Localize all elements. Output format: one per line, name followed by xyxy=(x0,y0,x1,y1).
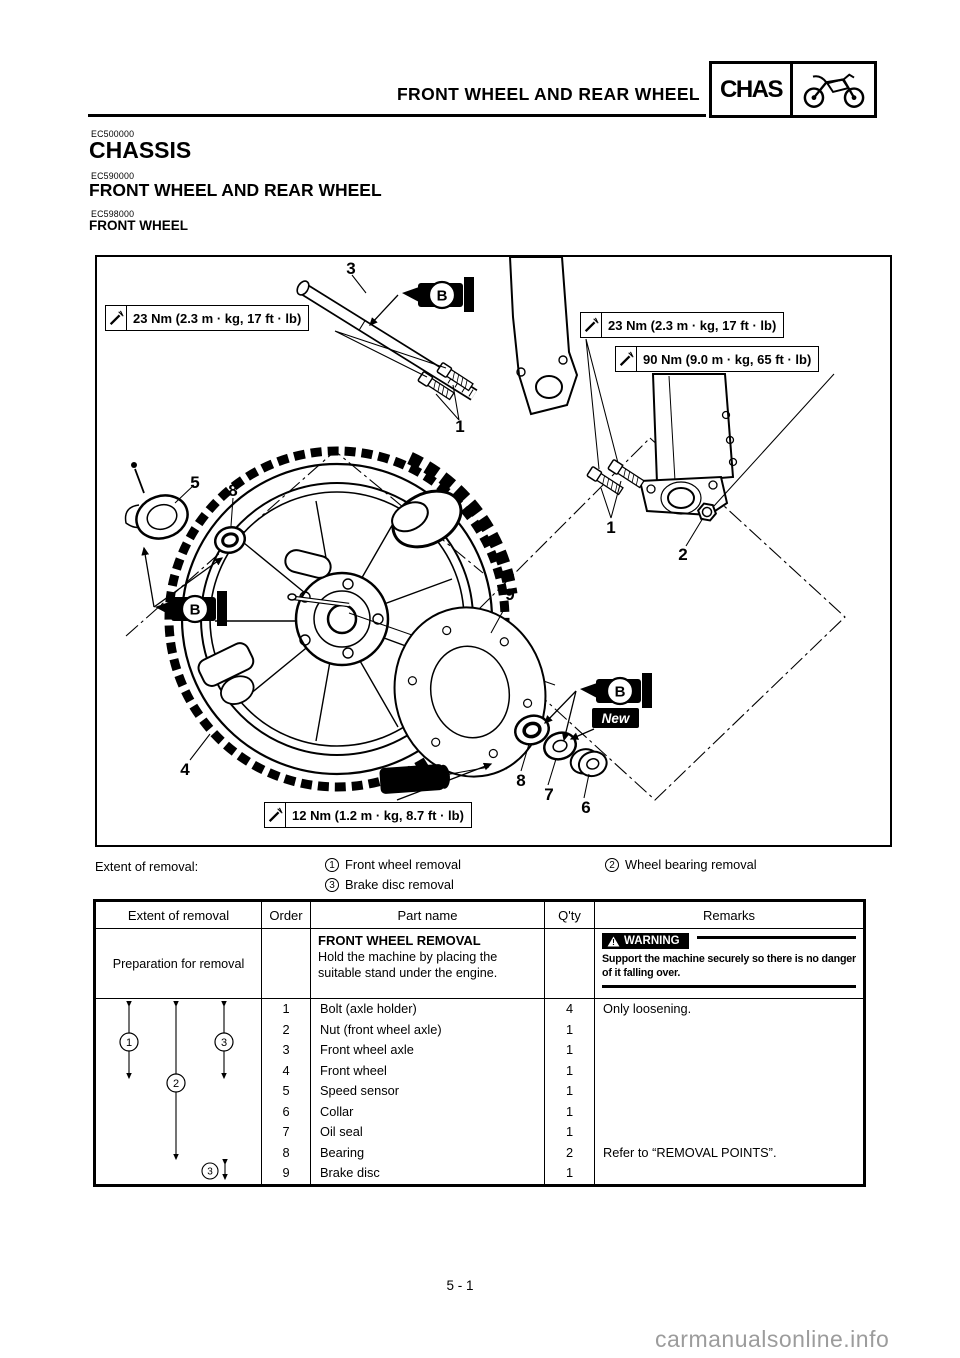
extent-arrows-cell xyxy=(96,999,262,1184)
torque-value: 23 Nm (2.3 m · kg, 17 ft · lb) xyxy=(133,310,302,326)
header-rule xyxy=(88,114,706,117)
column-header: Order xyxy=(262,902,311,928)
grease-symbol-letter: B xyxy=(614,683,626,701)
grease-symbol-letter: B xyxy=(436,287,448,305)
speed-sensor xyxy=(126,462,194,545)
warning-rule xyxy=(697,936,856,939)
order-column xyxy=(262,999,311,1184)
qty-cell: 1 xyxy=(565,1083,574,1099)
remarks-column xyxy=(595,999,863,1184)
qty-cell: 1 xyxy=(565,1021,574,1037)
order-cell: 4 xyxy=(282,1062,290,1078)
part-name-cell: Oil seal xyxy=(320,1124,363,1140)
part-name-cell: Collar xyxy=(320,1103,354,1119)
section-title-front-rear-wheel: FRONT WHEEL AND REAR WHEEL xyxy=(89,180,382,200)
column-header: Part name xyxy=(311,902,545,928)
prep-title: FRONT WHEEL REMOVAL xyxy=(318,933,481,948)
order-cell: 6 xyxy=(282,1103,290,1119)
part-name-cell: Speed sensor xyxy=(320,1083,399,1099)
column-header: Remarks xyxy=(702,907,755,923)
torque-value: 90 Nm (9.0 m · kg, 65 ft · lb) xyxy=(643,351,812,367)
order-cell: 1 xyxy=(282,1001,290,1016)
extent-item xyxy=(325,857,461,872)
remarks-cell xyxy=(595,1102,863,1123)
qty-cell: 1 xyxy=(565,1062,574,1078)
qty-cell: 2 xyxy=(565,1144,574,1160)
wrench-icon xyxy=(265,803,286,827)
circled-number: 1 xyxy=(325,858,339,872)
qty-cell: 1 xyxy=(565,1165,574,1181)
part-name-cell: Front wheel xyxy=(320,1062,387,1078)
part-name-cell: Brake disc xyxy=(320,1165,380,1181)
wheel-bearing-left xyxy=(212,523,248,556)
column-header: Extent of removal xyxy=(96,902,262,928)
qty-cell: 1 xyxy=(565,1124,574,1140)
torque-label xyxy=(264,802,472,828)
remarks-cell xyxy=(595,1163,863,1184)
callout-number: 8 xyxy=(228,481,238,500)
warning-exclamation: ! xyxy=(612,937,615,947)
callout-number: 2 xyxy=(678,545,688,564)
extent-item-text: Front wheel removal xyxy=(345,857,461,872)
warning-rule xyxy=(602,985,856,988)
order-cell: 2 xyxy=(282,1021,290,1037)
parts-table xyxy=(93,899,866,1187)
extent-item-text: Brake disc removal xyxy=(345,877,454,892)
extent-of-removal-label: Extent of removal: xyxy=(95,859,199,874)
extent-arrow-label: 3 xyxy=(220,1037,228,1049)
callout-number: 4 xyxy=(180,760,190,779)
section-title-front-wheel: FRONT WHEEL xyxy=(89,218,188,233)
wrench-icon xyxy=(616,347,637,371)
order-cell: 5 xyxy=(282,1083,290,1099)
prep-description: Hold the machine by placing the suitable stand under the engine. xyxy=(318,950,498,981)
callout-number: 7 xyxy=(544,785,554,804)
warning-triangle-icon xyxy=(607,936,620,947)
watermark: carmanualsonline.info xyxy=(655,1326,890,1352)
part-name-cell: Front wheel axle xyxy=(320,1042,414,1058)
remarks-cell xyxy=(595,1040,863,1061)
part-name-cell: Bolt (axle holder) xyxy=(320,1001,417,1016)
section-code: EC500000 xyxy=(91,129,135,139)
chapter-tab xyxy=(709,61,877,118)
qty-cell: 1 xyxy=(565,1103,574,1119)
warning-text: Support the machine securely so there is no danger of it falling over. xyxy=(602,953,856,980)
brake-disc-drawing xyxy=(379,593,561,790)
preparation-row xyxy=(96,929,863,999)
qty-column xyxy=(545,999,595,1184)
circled-number: 2 xyxy=(605,858,619,872)
extent-arrow-label: 3 xyxy=(207,1166,213,1178)
page-number: 5 - 1 xyxy=(446,1278,474,1293)
section-code: EC598000 xyxy=(91,209,135,219)
table-body-row xyxy=(96,999,863,1184)
extent-item xyxy=(605,857,757,872)
callout-number: 9 xyxy=(505,585,515,604)
torque-value: 12 Nm (1.2 m · kg, 8.7 ft · lb) xyxy=(292,807,464,823)
hub xyxy=(296,573,388,665)
qty-cell: 4 xyxy=(565,1001,574,1016)
order-cell: 8 xyxy=(282,1144,290,1160)
order-cell: 3 xyxy=(282,1042,290,1058)
extent-arrow-label: 1 xyxy=(125,1037,133,1049)
remarks-cell xyxy=(595,1061,863,1082)
part-name-cell: Nut (front wheel axle) xyxy=(320,1021,442,1037)
torque-label xyxy=(615,346,819,372)
grease-symbol-letter: B xyxy=(189,601,201,619)
wrench-icon xyxy=(581,313,602,337)
section-title-chassis: CHASSIS xyxy=(89,137,192,163)
remarks-cell xyxy=(595,1122,863,1143)
new-part-tag: New xyxy=(592,708,639,728)
remarks-cell: Only loosening. xyxy=(603,1001,692,1016)
warning-label: WARNING xyxy=(624,935,680,947)
part-name-column xyxy=(311,999,545,1184)
torque-label xyxy=(580,312,784,338)
prep-extent: Preparation for removal xyxy=(96,929,262,998)
remarks-cell: Refer to “REMOVAL POINTS”. xyxy=(603,1144,777,1160)
circled-number: 3 xyxy=(325,878,339,892)
extent-item xyxy=(325,877,454,892)
socket-tool xyxy=(379,763,451,794)
remarks-cell xyxy=(595,1020,863,1041)
callout-number: 5 xyxy=(190,473,200,492)
left-fork-leg xyxy=(510,257,577,414)
table-header-row xyxy=(96,902,863,929)
torque-label xyxy=(105,305,309,331)
callout-number: 3 xyxy=(346,259,356,278)
exploded-diagram xyxy=(95,255,892,847)
wrench-icon xyxy=(106,306,127,330)
extent-item-text: Wheel bearing removal xyxy=(625,857,757,872)
remarks-cell xyxy=(595,1081,863,1102)
column-header: Q'ty xyxy=(545,902,595,928)
motorcycle-icon xyxy=(793,64,874,115)
callout-number: 8 xyxy=(516,771,526,790)
order-cell: 7 xyxy=(282,1124,290,1140)
part-name-cell: Bearing xyxy=(320,1144,365,1160)
warning-badge xyxy=(602,933,689,949)
extent-arrow-label: 2 xyxy=(172,1078,180,1090)
warning-block xyxy=(595,929,863,998)
section-code: EC590000 xyxy=(91,171,135,181)
right-fork-leg xyxy=(640,374,737,515)
torque-value: 23 Nm (2.3 m · kg, 17 ft · lb) xyxy=(608,317,777,333)
chapter-code: CHAS xyxy=(712,64,793,115)
qty-cell: 1 xyxy=(565,1042,574,1058)
page-title: FRONT WHEEL AND REAR WHEEL xyxy=(396,84,700,104)
callout-number: 1 xyxy=(606,518,616,537)
callout-number: 6 xyxy=(581,798,591,817)
order-cell: 9 xyxy=(282,1165,290,1181)
callout-number: 1 xyxy=(455,417,465,436)
